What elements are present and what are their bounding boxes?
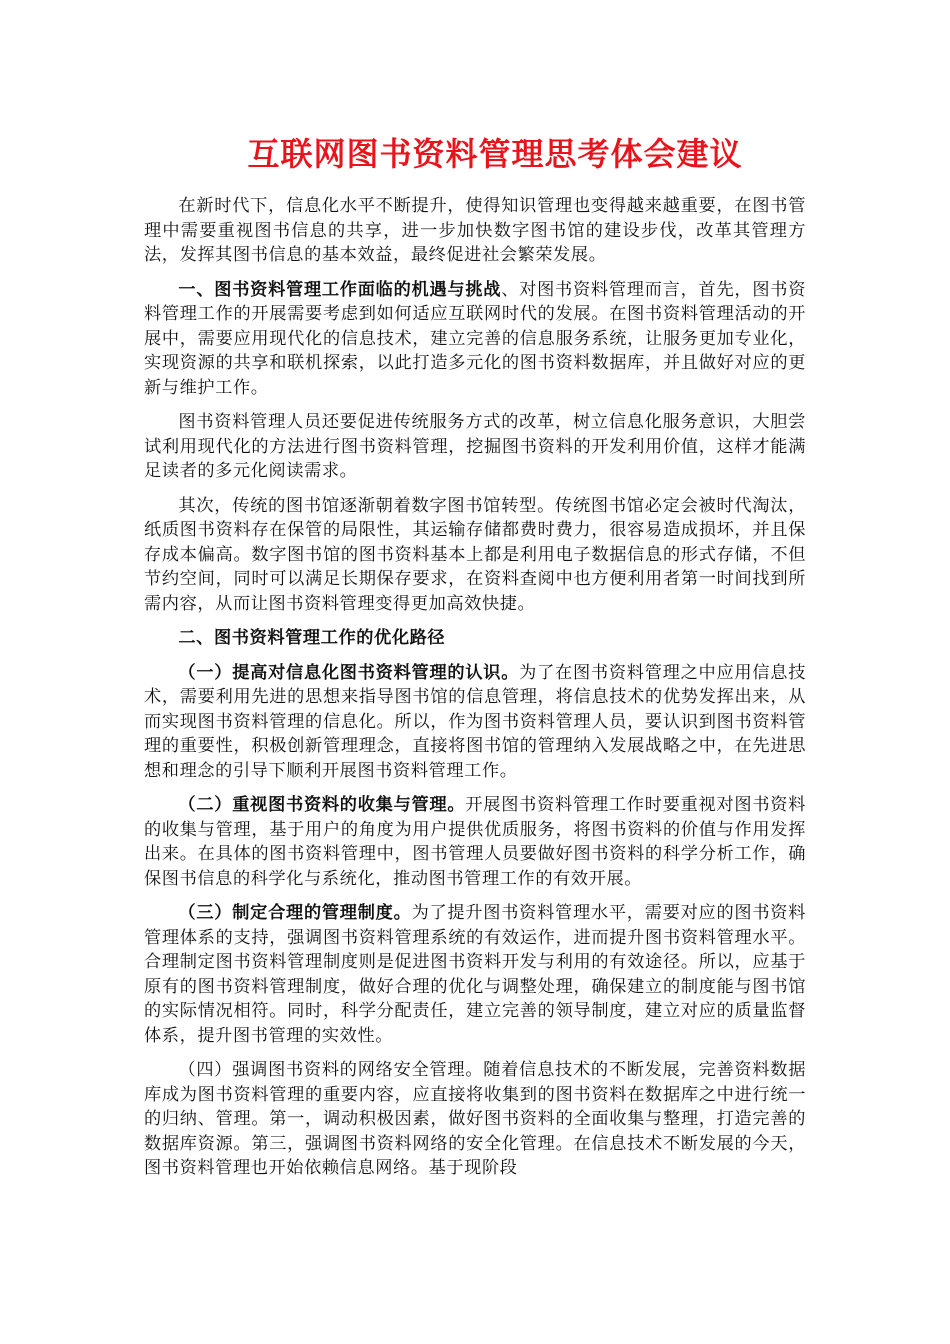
subsection3-heading: （三）制定合理的管理制度。	[178, 903, 412, 923]
subsection2-paragraph	[144, 793, 806, 891]
section1-text: 、对图书资料管理而言，首先，图书资料管理工作的开展需要考虑到如何适应互联网时代的发展。在图书资料管理活动的开展中，需要应用现代化的信息技术，建立完善的信息服务系统，让服务更加专业化，实现资源的共享和联机探索，以此打造多元化的图书资料数据库，并且做好对应的更新与维护工作。	[144, 279, 806, 398]
section1-heading: 一、图书资料管理工作面临的机遇与挑战	[178, 279, 502, 300]
subsection4-paragraph: （四）强调图书资料的网络安全管理。随着信息技术的不断发展，完善资料数据库成为图书资料管理的重要内容，应直接将收集到的图书资料在数据库之中进行统一的归纳、管理。第一，调动积极因素，做好图书资料的全面收集与整理，打造完善的数据库资源。第三，强调图书资料网络的安全化管理。在信息技术不断发展的今天，图书资料管理也开始依赖信息网络。基于现阶段	[144, 1060, 806, 1178]
paragraph-3: 其次，传统的图书馆逐渐朝着数字图书馆转型。传统图书馆必定会被时代淘汰，纸质图书资料存在保管的局限性，其运输存储都费时费力，很容易造成损坏，并且保存成本偏高。数字图书馆的图书资料基本上都是利用电子数据信息的形式存储，不但节约空间，同时可以满足长期保存要求，在资料查阅中也方便利用者第一时间找到所需内容，从而让图书资料管理变得更加高效快捷。	[144, 495, 806, 614]
subsection1-text: 为了在图书资料管理之中应用信息技术，需要利用先进的思想来指导图书馆的信息管理，将信息技术的优势发挥出来，从而实现图书资料管理的信息化。所以，作为图书资料管理人员，要认识到图书资料管理的重要性，积极创新管理理念，直接将图书馆的管理纳入发展战略之中，在先进思想和理念的引导下顺利开展图书资料管理工作。	[144, 662, 806, 781]
subsection2-text: 开展图书资料管理工作时要重视对图书资料的收集与管理，基于用户的角度为用户提供优质服务，将图书资料的价值与作用发挥出来。在具体的图书资料管理中，图书管理人员要做好图书资料的科学分析工作，确保图书信息的科学化与系统化，推动图书管理工作的有效开展。	[144, 795, 806, 889]
section1-paragraph	[144, 278, 806, 401]
subsection2-heading: （二）重视图书资料的收集与管理。	[178, 795, 466, 815]
subsection3-paragraph	[144, 901, 806, 1048]
subsection1-heading: （一）提高对信息化图书资料管理的认识。	[178, 662, 520, 683]
paragraph-2: 图书资料管理人员还要促进传统服务方式的改革，树立信息化服务意识，大胆尝试利用现代化的方法进行图书资料管理，挖掘图书资料的开发利用价值，这样才能满足读者的多元化阅读需求。	[144, 412, 806, 481]
subsection1-paragraph	[144, 661, 806, 784]
intro-paragraph: 在新时代下，信息化水平不断提升，使得知识管理也变得越来越重要，在图书管理中需要重视图书信息的共享，进一步加快数字图书馆的建设步伐，改革其管理方法，发挥其图书信息的基本效益，最终促进社会繁荣发展。	[144, 196, 806, 265]
section2-heading: 二、图书资料管理工作的优化路径	[178, 628, 446, 648]
subsection3-text: 为了提升图书资料管理水平，需要对应的图书资料管理体系的支持，强调图书资料管理系统的有效运作，进而提升图书资料管理水平。合理制定图书资料管理制度则是促进图书资料开发与利用的有效途径。所以，应基于原有的图书资料管理制度，做好合理的优化与调整处理，确保建立的制度能与图书馆的实际情况相符。同时，科学分配责任，建立完善的领导制度，建立对应的质量监督体系，提升图书管理的实效性。	[144, 903, 806, 1046]
document-title: 互联网图书资料管理思考体会建议	[247, 135, 743, 173]
